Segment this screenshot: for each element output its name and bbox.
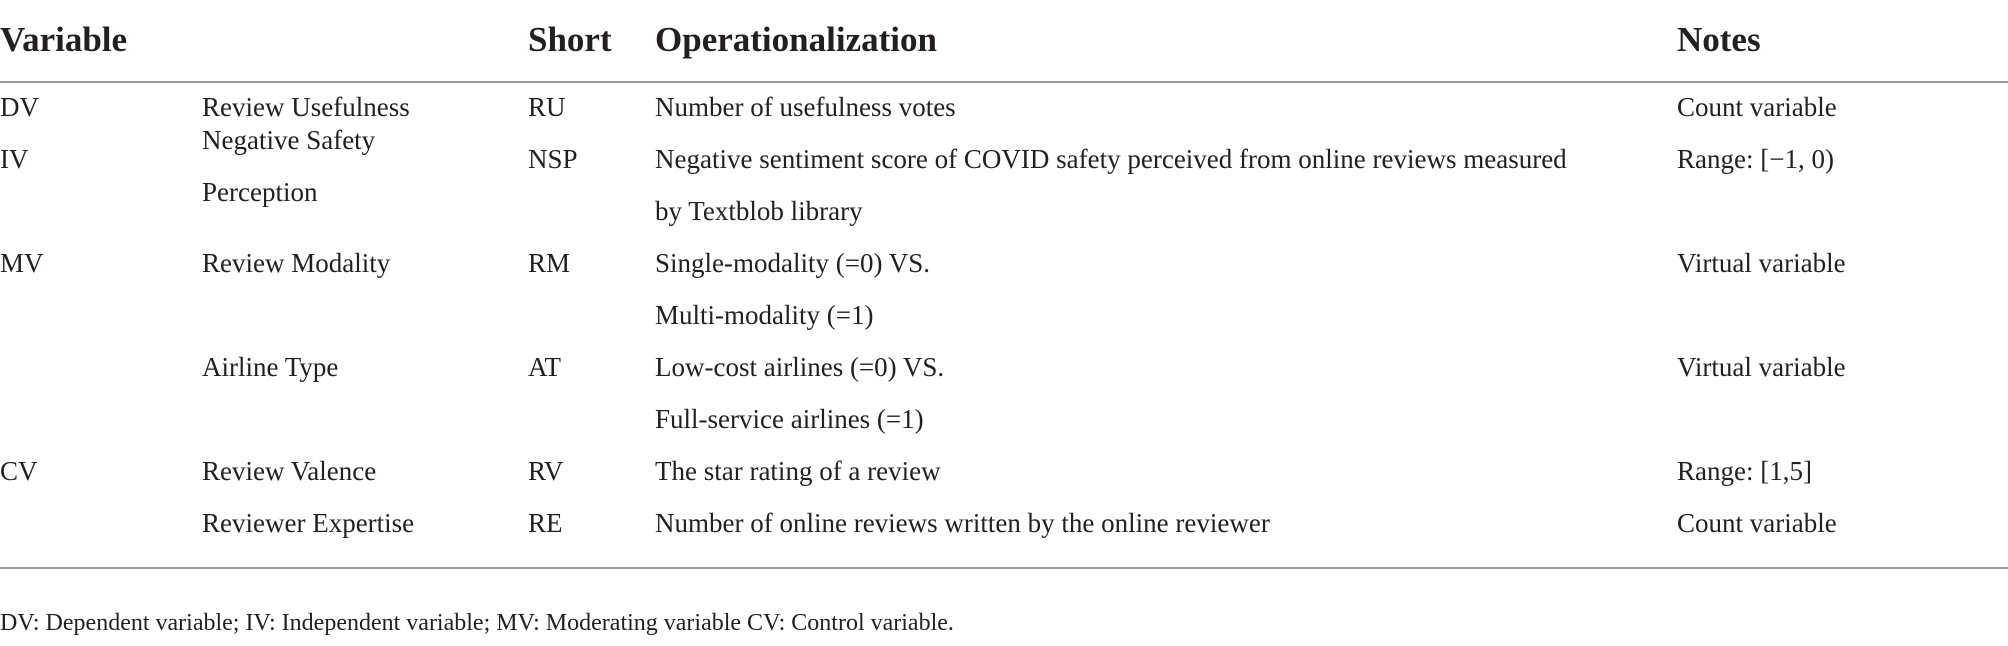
row-at-name: Airline Type — [202, 352, 339, 382]
row-cv-category: CV — [0, 456, 38, 486]
row-rm-name: Review Modality — [202, 248, 391, 278]
row-at-short: AT — [528, 352, 561, 382]
row-rm-notes: Virtual variable — [1677, 248, 1846, 278]
row-iv-operationalization-line1: Negative sentiment score of COVID safety perceived from online reviews measured — [655, 144, 1567, 174]
row-iv-category: IV — [0, 144, 29, 174]
row-at-operationalization-line1: Low-cost airlines (=0) VS. — [655, 352, 945, 382]
row-mv-category: MV — [0, 248, 44, 278]
row-dv-category: DV — [0, 92, 39, 122]
row-rm-operationalization-line2: Multi-modality (=1) — [655, 300, 874, 330]
row-rv-name: Review Valence — [202, 456, 377, 486]
table-footnote: DV: Dependent variable; IV: Independent variable; MV: Moderating variable CV: Control variable. — [0, 610, 954, 636]
row-iv-short: NSP — [528, 144, 578, 174]
row-iv-name-line1: Negative Safety — [202, 125, 376, 155]
row-iv-notes: Range: [−1, 0) — [1677, 144, 1834, 174]
header-operationalization: Operationalization — [655, 20, 937, 59]
row-iv-operationalization-line2: by Textblob library — [655, 196, 863, 226]
row-re-name: Reviewer Expertise — [202, 508, 415, 538]
header-rule — [0, 81, 2008, 83]
row-dv-name: Review Usefulness — [202, 92, 410, 122]
row-re-short: RE — [528, 508, 563, 538]
bottom-rule — [0, 567, 2008, 569]
row-rm-short: RM — [528, 248, 571, 278]
row-dv-operationalization: Number of usefulness votes — [655, 92, 956, 122]
row-rv-short: RV — [528, 456, 564, 486]
row-rv-notes: Range: [1,5] — [1677, 456, 1812, 486]
row-rv-operationalization: The star rating of a review — [655, 456, 941, 486]
row-re-operationalization: Number of online reviews written by the online reviewer — [655, 508, 1270, 538]
header-variable: Variable — [0, 20, 128, 59]
row-at-notes: Virtual variable — [1677, 352, 1846, 382]
row-dv-short: RU — [528, 92, 566, 122]
row-dv-notes: Count variable — [1677, 92, 1837, 122]
row-re-notes: Count variable — [1677, 508, 1837, 538]
header-short: Short — [528, 20, 612, 59]
row-rm-operationalization-line1: Single-modality (=0) VS. — [655, 248, 930, 278]
row-iv-name-line2: Perception — [202, 177, 318, 207]
row-at-operationalization-line2: Full-service airlines (=1) — [655, 404, 924, 434]
header-notes: Notes — [1677, 20, 1761, 59]
